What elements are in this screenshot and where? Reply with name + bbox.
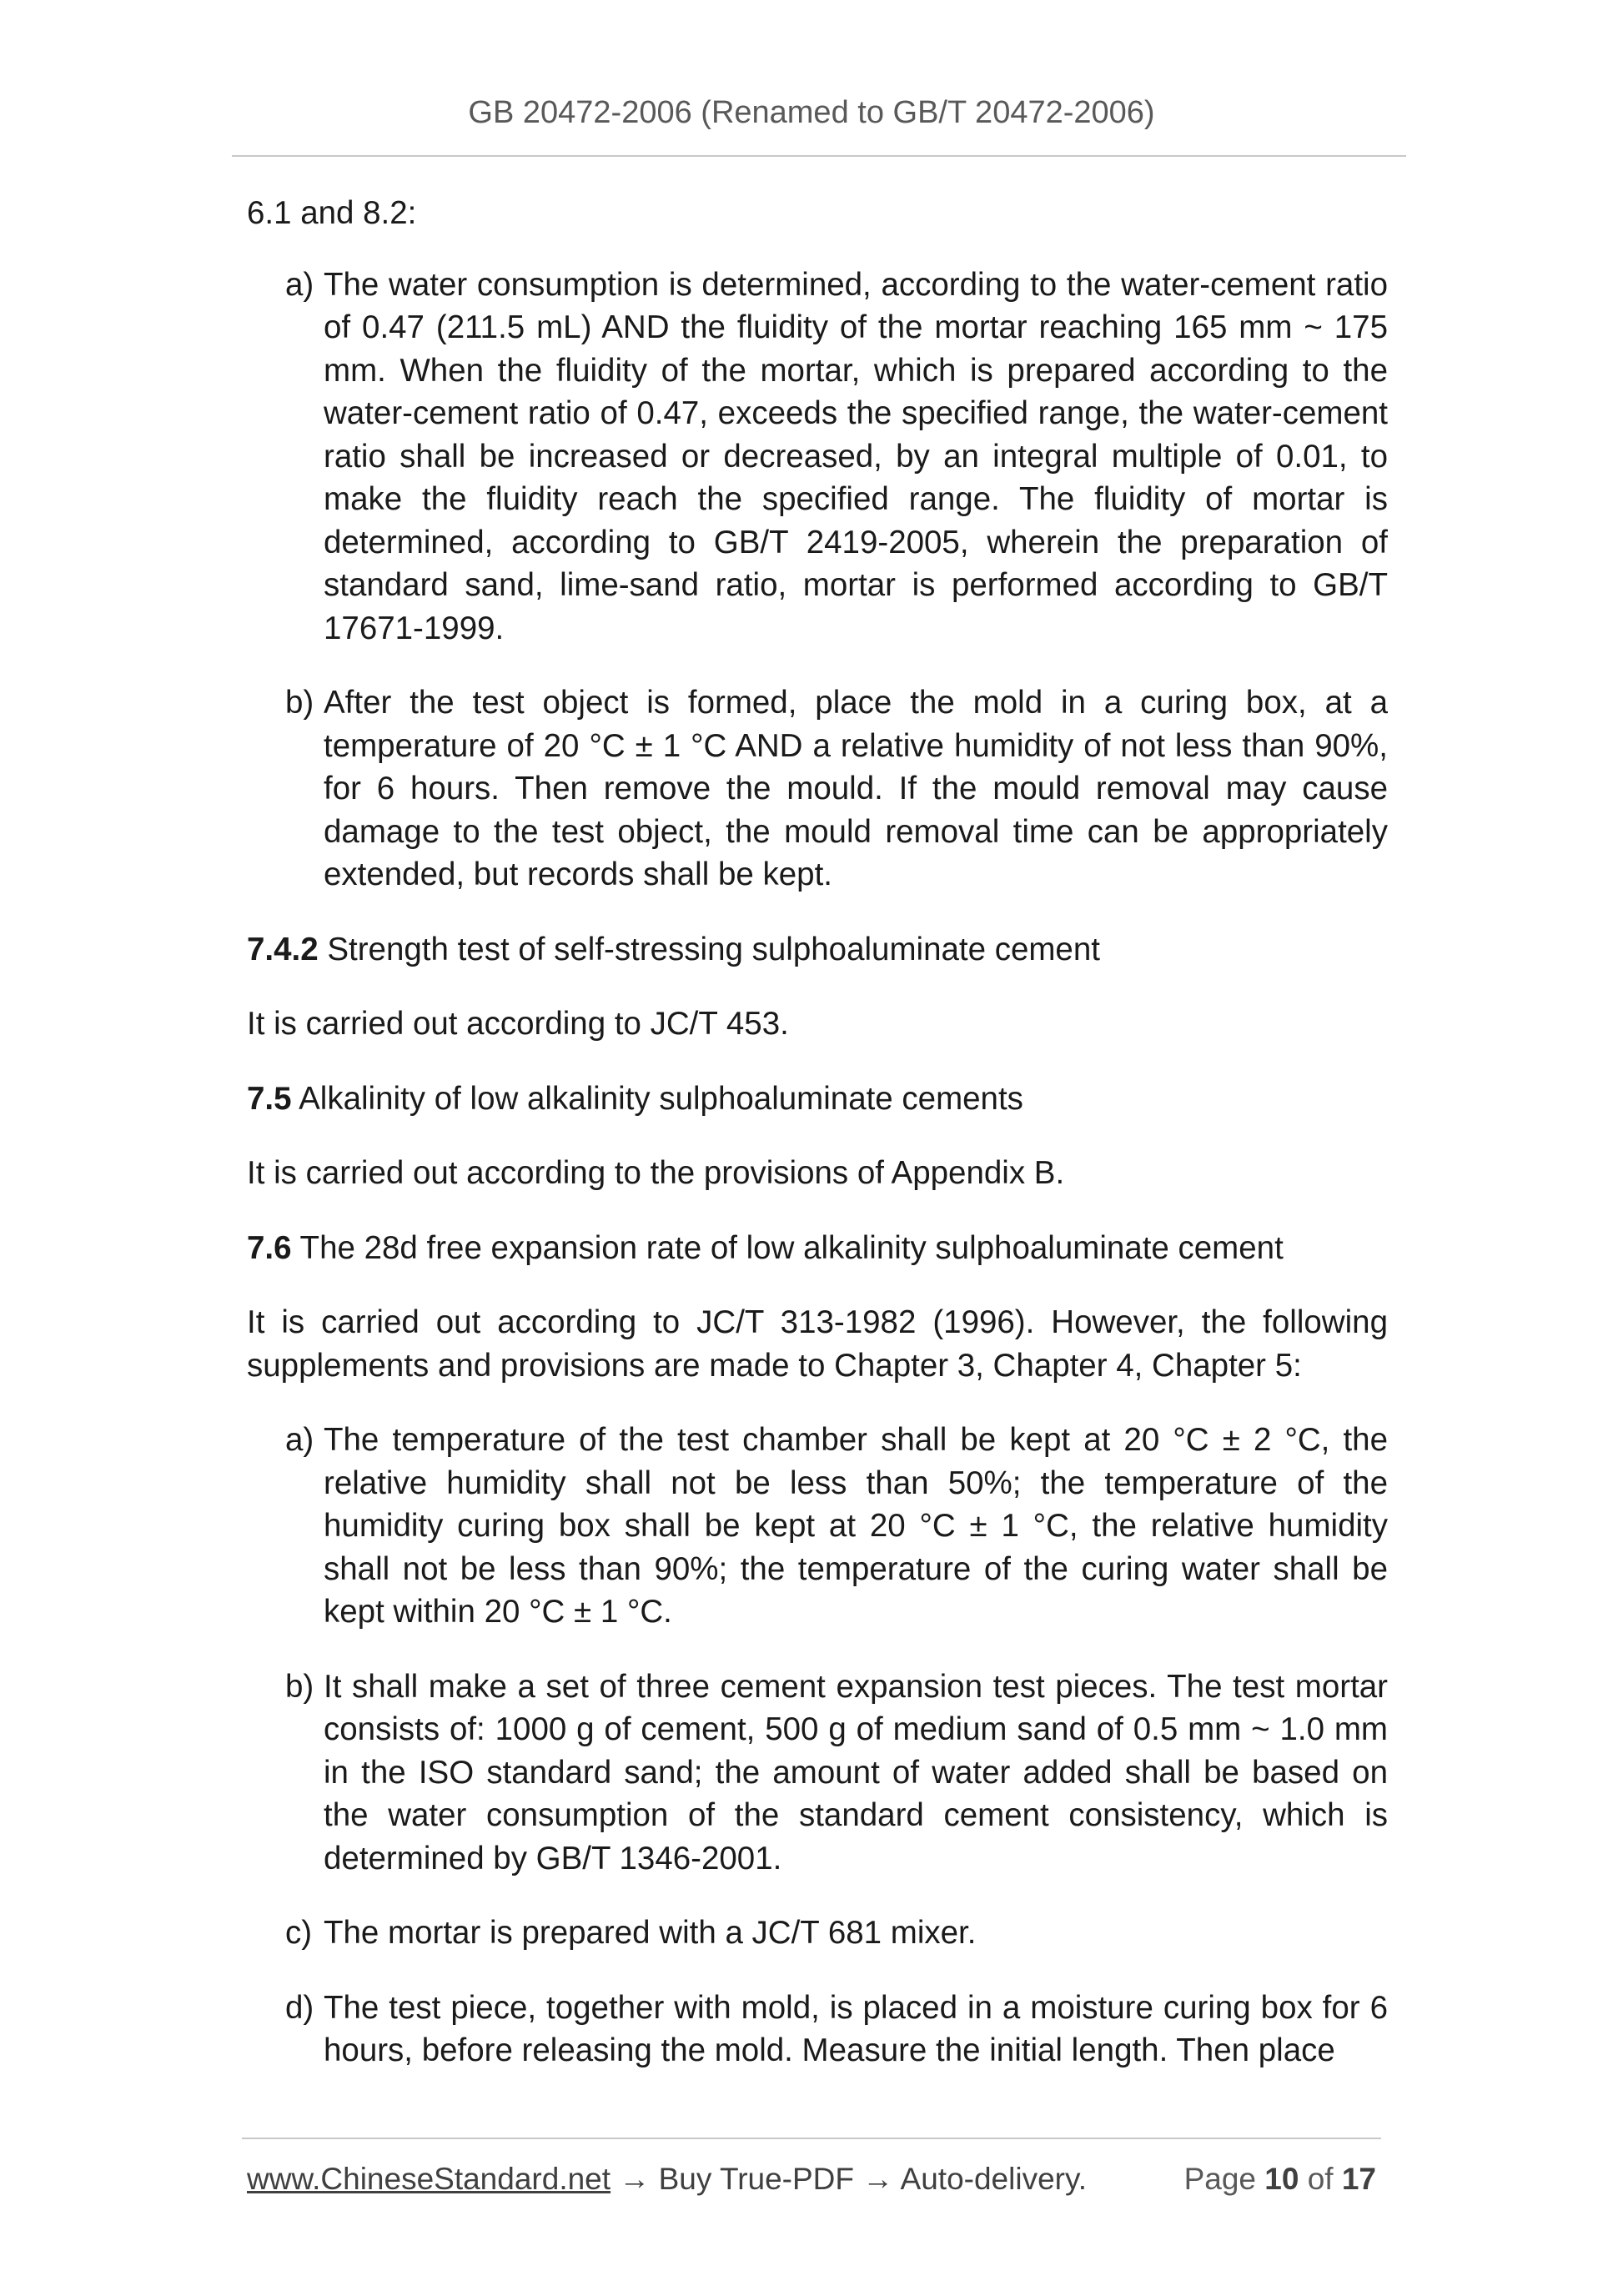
arrow-right-icon: → (862, 2162, 894, 2196)
delivery-text: Auto-delivery. (900, 2162, 1088, 2196)
footer-promo (247, 2160, 1087, 2198)
list-marker: c) (285, 1915, 313, 1951)
section-number: 7.6 (247, 1229, 292, 1266)
arrow-right-icon: → (619, 2162, 651, 2196)
of-label: of (1307, 2162, 1334, 2196)
page-current: 10 (1264, 2162, 1299, 2196)
list-item-text: It shall make a set of three cement expansion test pieces. The test mortar consists of: 1000 g of cement, 500 g of medium sand of 0.5 mm ~ 1.0 mm in the ISO standard sand; the amount of water added shall be based on the water consumption of the standard cement consistency, which is determined by GB/T 1346-2001. (324, 1668, 1388, 1876)
section-number: 7.4.2 (247, 931, 319, 967)
list-marker: b) (285, 1668, 314, 1705)
list-item-text: The temperature of the test chamber shall be kept at 20 °C ± 2 °C, the relative humidity shall not be less than 50%; the temperature of the humidity curing box shall be kept at 20 °C ± 1 °C, the relative humidity shall not be less than 90%; the temperature of the curing water shall be kept within 20 °C ± 1 °C. (324, 1422, 1388, 1630)
page-total: 17 (1341, 2162, 1376, 2196)
section-number: 7.5 (247, 1080, 292, 1117)
document-body (247, 192, 1388, 2072)
list-marker: a) (285, 266, 314, 303)
list-item-c (247, 1912, 1388, 1955)
list-marker: d) (285, 1989, 314, 2026)
list-item-a (247, 264, 1388, 651)
section-title: Alkalinity of low alkalinity sulphoaluminate cements (299, 1080, 1023, 1117)
buy-text: Buy True-PDF (658, 2162, 855, 2196)
list-item-text: The water consumption is determined, according to the water-cement ratio of 0.47 (211.5 mL) AND the fluidity of the mortar reaching 165 mm ~ 175 mm. When the fluidity of the mortar, which is prepared according to the water-cement ratio of 0.47, exceeds the specified range, the water-cement ratio shall be increased or decreased, by an integral multiple of 0.01, to make the fluidity reach the specified range. The fluidity of mortar is determined, according to GB/T 2419-2005, wherein the preparation of standard sand, lime-sand ratio, mortar is performed according to GB/T 17671-1999. (324, 266, 1388, 646)
section-paragraph: It is carried out according to JC/T 453. (247, 1006, 789, 1042)
section-heading-7-6 (247, 1227, 1388, 1270)
section-title: Strength test of self-stressing sulphoaluminate cement (327, 931, 1100, 967)
header-divider (232, 155, 1406, 157)
list-marker: b) (285, 685, 314, 721)
section-heading-7-5 (247, 1078, 1388, 1121)
list-item-b (247, 1665, 1388, 1881)
website-link[interactable]: www.ChineseStandard.net (247, 2162, 611, 2196)
page-indicator (1184, 2160, 1376, 2198)
list-item-text: The test piece, together with mold, is placed in a moisture curing box for 6 hours, before releasing the mold. Measure the initial length. Then place (324, 1989, 1388, 2068)
section-heading-7-4-2 (247, 928, 1388, 972)
section-paragraph: It is carried out according to JC/T 313-1982 (1996). However, the following supplements and provisions are made to Chapter 3, Chapter 4, Chapter 5: (247, 1304, 1388, 1384)
continuation-line: 6.1 and 8.2: (247, 195, 417, 231)
list-item-a (247, 1419, 1388, 1634)
running-header: GB 20472-2006 (Renamed to GB/T 20472-2006) (468, 95, 1155, 130)
section-paragraph: It is carried out according to the provisions of Appendix B. (247, 1155, 1065, 1191)
list-item-b (247, 681, 1388, 897)
list-item-text: The mortar is prepared with a JC/T 681 mixer. (324, 1915, 977, 1951)
list-item-text: After the test object is formed, place the mold in a curing box, at a temperature of 20 °C ± 1 °C AND a relative humidity of not less than 90%, for 6 hours. Then remove the mould. If the mould removal may cause damage to the test object, the mould removal time can be appropriately extended, but records shall be kept. (324, 685, 1388, 892)
page-label: Page (1183, 2162, 1256, 2196)
footer-divider (242, 2138, 1381, 2139)
section-title: The 28d free expansion rate of low alkalinity sulphoaluminate cement (299, 1229, 1284, 1266)
list-item-d (247, 1987, 1388, 2072)
list-marker: a) (285, 1422, 314, 1458)
